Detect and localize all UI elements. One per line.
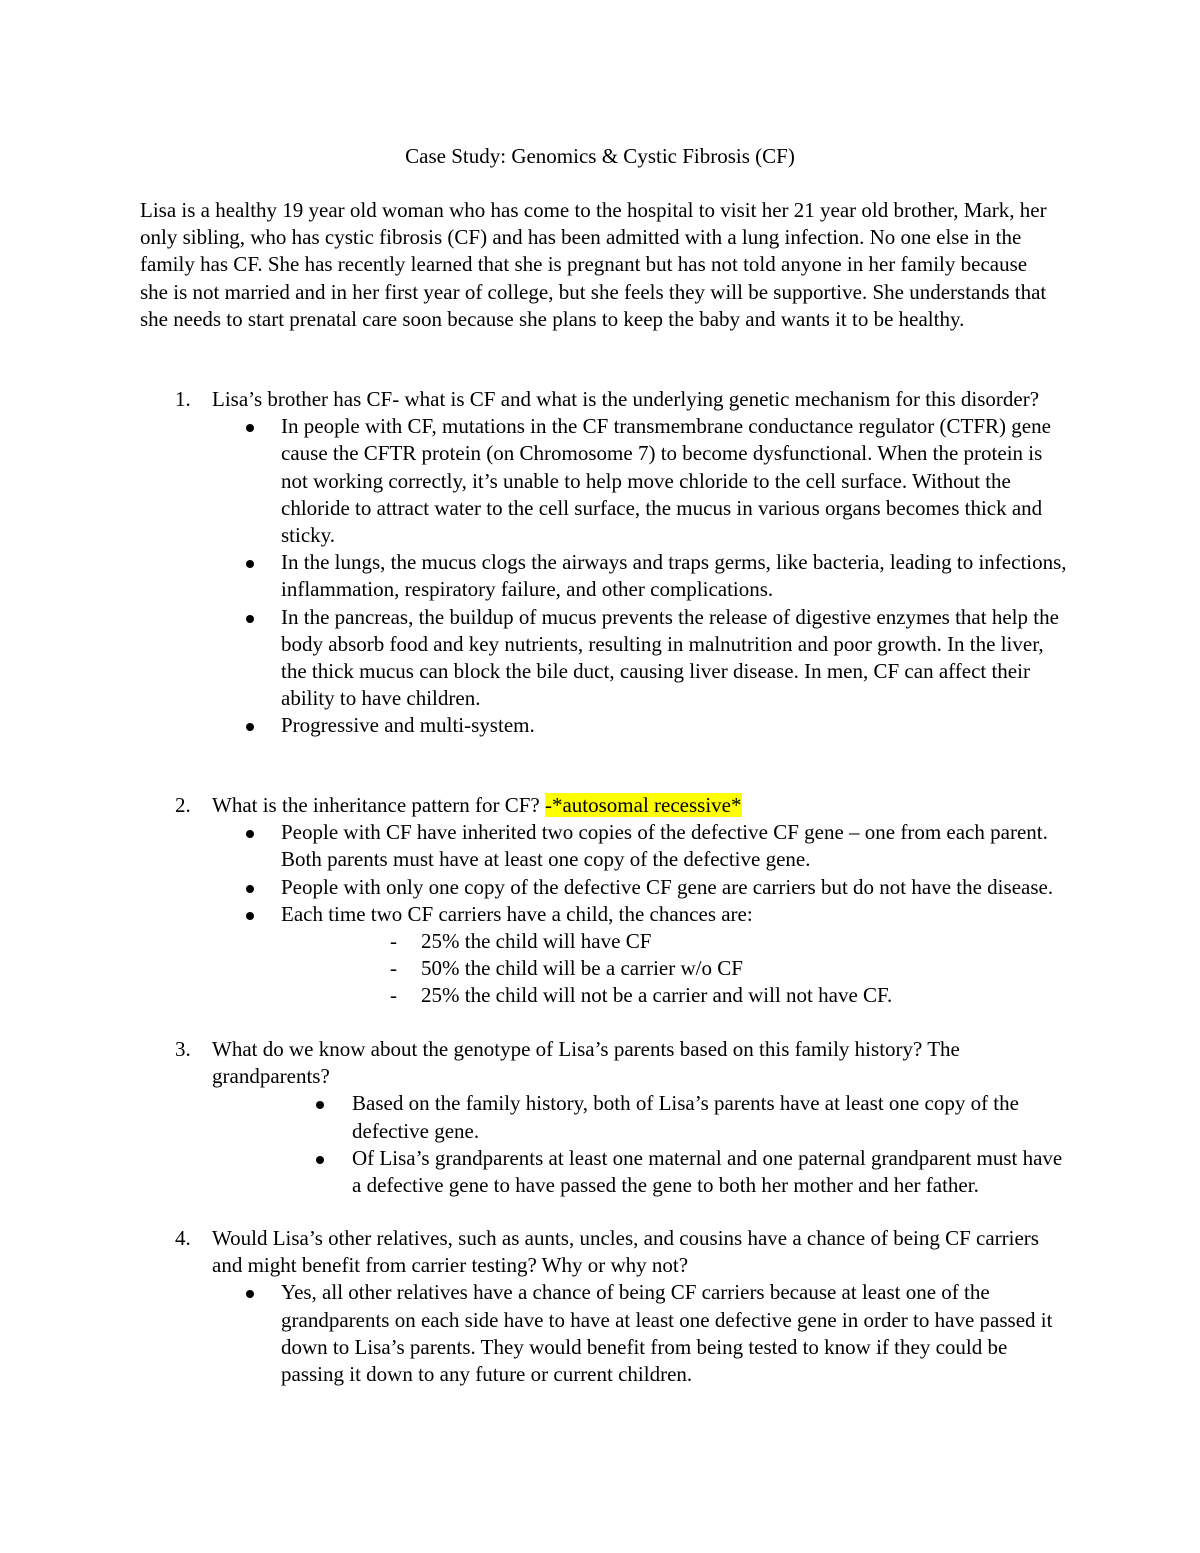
list-item: Based on the family history, both of Lisa’s parents have at least one copy of the defective gene. [140,1090,1070,1144]
list-item: Yes, all other relatives have a chance of being CF carriers because at least one of the grandparents on each side have to have at least one defective gene in order to have passed it down to Lisa’s parents. They would benefit from being tested to know if they could be passing it down to any future or current children. [140,1279,1070,1388]
question-3 [140,1036,1070,1199]
question-text [140,792,1070,819]
bullet-icon [246,885,254,893]
question-number: 2. [175,793,191,817]
question-prompt: What do we know about the genotype of Lisa’s parents based on this family history? The grandparents? [212,1037,960,1089]
question-prompt: Would Lisa’s other relatives, such as aunts, uncles, and cousins have a chance of being CF carriers and might benefit from carrier testing? Why or why not? [212,1226,1039,1278]
question-text [140,386,1070,413]
bullet-icon [316,1101,324,1109]
bullet-icon [246,723,254,731]
list-item: In people with CF, mutations in the CF transmembrane conductance regulator (CTFR) gene cause the CFTR protein (on Chromosome 7) to become dysfunctional. When the protein is not working correctly, it’s unable to help move chloride to the cell surface. Without the chloride to attract water to the cell surface, the mucus in various organs becomes thick and sticky. [140,413,1070,549]
chance-item: - 50% the child will be a carrier w/o CF [140,955,1070,982]
question-text [140,1036,1070,1090]
chance-item: - 25% the child will have CF [140,928,1070,955]
list-item: People with CF have inherited two copies of the defective CF gene – one from each parent. Both parents must have at least one copy of the defective gene. [140,819,1070,873]
document-title: Case Study: Genomics & Cystic Fibrosis (CF) [405,144,795,168]
bullet-icon [246,1290,254,1298]
question-prompt: Lisa’s brother has CF- what is CF and what is the underlying genetic mechanism for this disorder? [212,387,1040,411]
dash-icon: - [390,956,397,981]
question-4 [140,1225,1070,1388]
list-item: Of Lisa’s grandparents at least one maternal and one paternal grandparent must have a defective gene to have passed the gene to both her mother and her father. [140,1145,1070,1199]
list-item: In the lungs, the mucus clogs the airways and traps germs, like bacteria, leading to infections, inflammation, respiratory failure, and other complications. [140,549,1070,603]
bullet-icon [246,830,254,838]
question-number: 3. [175,1037,191,1061]
list-item: People with only one copy of the defective CF gene are carriers but do not have the disease. [140,874,1070,901]
question-prompt: What is the inheritance pattern for CF? [212,793,545,817]
list-item: In the pancreas, the buildup of mucus prevents the release of digestive enzymes that help the body absorb food and key nutrients, resulting in malnutrition and poor growth. In the liver, the thick mucus can block the bile duct, causing liver disease. In men, CF can affect their ability to have children. [140,604,1070,713]
bullet-icon [246,560,254,568]
bullet-icon [246,912,254,920]
list-item: Progressive and multi-system. [140,712,1070,739]
question-2 [140,792,1070,1010]
dash-icon: - [390,929,397,954]
question-number: 4. [175,1226,191,1250]
intro-paragraph: Lisa is a healthy 19 year old woman who has come to the hospital to visit her 21 year old brother, Mark, her only sibling, who has cystic fibrosis (CF) and has been admitted with a lung infection. No one else in the family has CF. She has recently learned that she is pregnant but has not told anyone in her family because she is not married and in her first year of college, but she feels they will be supportive. She understands that she needs to start prenatal care soon because she plans to keep the baby and wants it to be healthy. [140,198,1047,331]
highlighted-answer: -*autosomal recessive* [544,793,742,817]
chance-item: - 25% the child will not be a carrier and will not have CF. [140,982,1070,1009]
question-text [140,1225,1070,1279]
dash-icon: - [390,983,397,1008]
bullet-icon [246,424,254,432]
list-item: Each time two CF carriers have a child, the chances are: [140,901,1070,928]
question-number: 1. [175,387,191,411]
bullet-icon [246,615,254,623]
question-1 [140,386,1070,740]
bullet-icon [316,1156,324,1164]
